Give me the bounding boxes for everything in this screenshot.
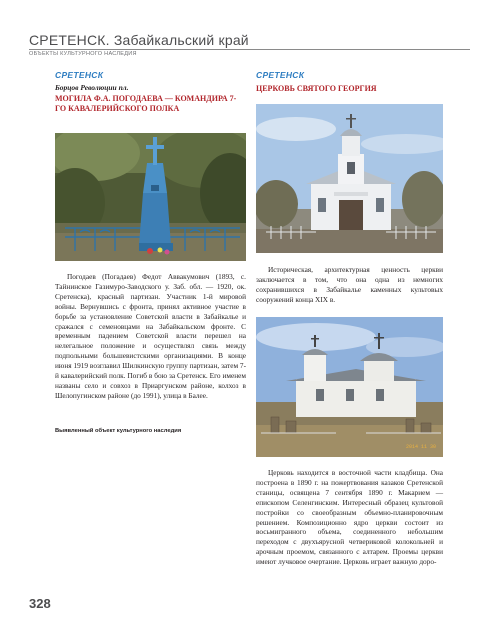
section-subtitle: ОБЪЕКТЫ КУЛЬТУРНОГО НАСЛЕДИЯ bbox=[29, 51, 137, 57]
church-side-photo bbox=[256, 317, 443, 457]
left-object-title: МОГИЛА Ф.А. ПОГОДАЕВА — КОМАНДИРА 7-ГО КАВАЛЕРИЙСКОГО ПОЛКА bbox=[55, 94, 237, 113]
left-body-text bbox=[55, 272, 246, 401]
church-front-photo bbox=[256, 104, 443, 253]
header-rule bbox=[29, 49, 470, 50]
right-body-paragraph: Церковь находится в восточной части кладбища. Она построена в 1890 г. на пожертвования казаков Сретенской станицы, освящена 7 сентября 1890 г. Макарием — епископом Селенгинским. Интересный образец культовой постройки со своеобразным объемно-планировочным решением. Композиционно ядро церкви состоит из восьмигранного объема, соединенного небольшим переходом с двухъярусной четвериковой колокольней и арочным проемом, связанного с алтарем. Проемы церкви имеют лучковое очертание. Церковь играет важную доро- bbox=[256, 468, 443, 567]
heritage-status-note: Выявленный объект культурного наследия bbox=[55, 428, 182, 434]
left-body-paragraph: Погодаев (Погадаев) Федот Аввакумович (1893, с. Тайнинское Газимуро-Заводского у. Заб. обл. — 1920, ок. Сретенска), красный партизан. Участник 1-й мировой войны. Вернувшись с фронта, принял активное участие в борьбе за установление Советской власти в Забайкалье и сражался с семеновцами на Забайкальском фронте. С временным падением Советской власти перешел на нелегальное положение и осуществлял связь между подпольными большевистскими организациями. В конце июня 1919 возглавил Шилкинскую группу партизан, затем 7-й кавалерийский полк. Погиб в бою за Сретенск. Его именем названы село и совхоз в Приаргунском районе, колхоз в Шелопугинском районе (до 1991), улица в Балее. bbox=[55, 272, 246, 400]
grave-photo bbox=[55, 133, 246, 261]
right-object-title: ЦЕРКОВЬ СВЯТОГО ГЕОРГИЯ bbox=[256, 84, 377, 93]
left-street-label: Борцов Революции пл. bbox=[55, 83, 129, 92]
left-entry-heading bbox=[55, 70, 246, 113]
right-intro-paragraph: Историческая, архитектурная ценность церкви заключается в том, что она одна из немногих сохранившихся в Забайкалье каменных культовых сооружений конца XIX в. bbox=[256, 265, 443, 304]
photo-date-stamp: 2014 11 30 bbox=[406, 444, 437, 450]
right-intro-text bbox=[256, 265, 443, 305]
right-city-label: СРЕТЕНСК bbox=[256, 70, 305, 80]
page-number: 328 bbox=[29, 596, 51, 611]
right-entry-heading bbox=[256, 70, 443, 94]
section-title: СРЕТЕНСК. Забайкальский край bbox=[29, 32, 249, 48]
right-body-text bbox=[256, 468, 443, 567]
left-city-label: СРЕТЕНСК bbox=[55, 70, 104, 80]
